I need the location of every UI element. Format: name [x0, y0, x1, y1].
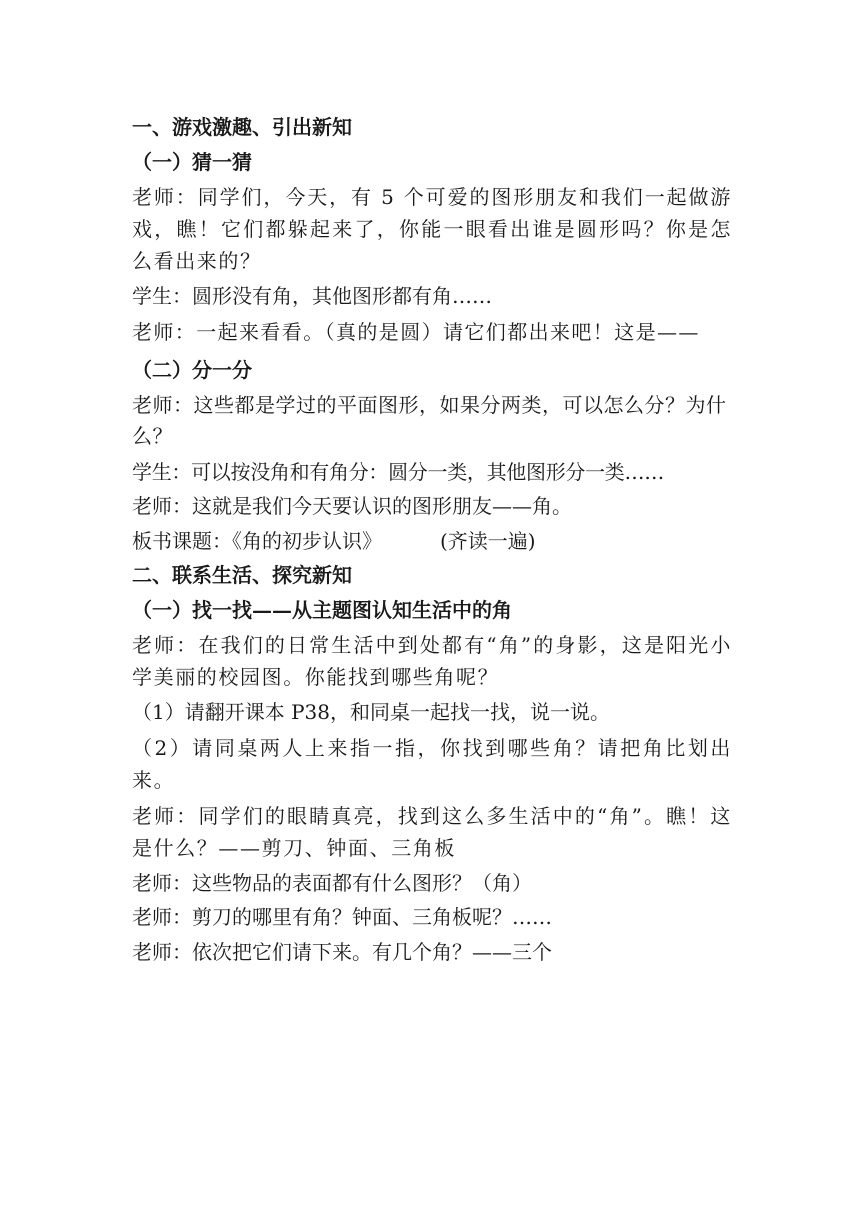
- paragraph-teacher-intro: [132, 181, 732, 277]
- paragraph-text: 老师：剪刀的哪里有角？钟面、三角板呢？……: [132, 905, 552, 929]
- paragraph-text: 老师：依次把它们请下来。有几个角？——三个: [132, 939, 552, 964]
- subheading-find: [132, 595, 732, 627]
- paragraph-step-1: [132, 697, 732, 729]
- paragraph-teacher-count: [132, 937, 732, 969]
- subheading-text: （二）分一分: [132, 358, 252, 382]
- paragraph-teacher-angle: [132, 491, 732, 523]
- paragraph-teacher-eyes: [132, 800, 732, 864]
- subheading-text: （一）找一找——从主题图认知生活中的角: [132, 597, 512, 622]
- paragraph-text: 学生：可以按没角和有角分：圆分一类，其他图形分一类……: [132, 459, 664, 484]
- heading-text: 二、联系生活、探究新知: [132, 563, 352, 587]
- subheading-guess: [132, 147, 732, 179]
- paragraph-text: 老师：这些物品的表面都有什么图形？（角）: [132, 870, 532, 895]
- section-heading-1: [132, 112, 732, 144]
- section-heading-2: [132, 560, 732, 592]
- paragraph-student-classify: [132, 457, 732, 489]
- paragraph-teacher-campus: [132, 629, 732, 693]
- paragraph-teacher-shapes: [132, 868, 732, 900]
- paragraph-step-2: [132, 732, 732, 796]
- paragraph-teacher-look: [132, 317, 732, 349]
- paragraph-text: （2）请同桌两人上来指一指，你找到哪些角？请把角比划出来。: [132, 735, 732, 792]
- paragraph-text: 老师：在我们的日常生活中到处都有“角”的身影，这是阳光小学美丽的校园图。你能找到哪些角呢？: [132, 633, 732, 689]
- subheading-text: （一）猜一猜: [132, 149, 252, 174]
- paragraph-text: 老师：这就是我们今天要认识的图形朋友——角。: [132, 494, 572, 518]
- heading-text: 一、游戏激趣、引出新知: [132, 115, 352, 139]
- paragraph-board-title: [132, 526, 732, 558]
- paragraph-text: 老师：同学们，今天，有 5 个可爱的图形朋友和我们一起做游戏，瞧！它们都躲起来了，你能一眼看出谁是圆形吗？你是怎么看出来的？: [132, 185, 732, 273]
- paragraph-text: 学生：圆形没有角，其他图形都有角……: [132, 284, 492, 308]
- subheading-classify: [132, 355, 732, 387]
- paragraph-text: 老师：同学们的眼睛真亮，找到这么多生活中的“角”。瞧！这是什么？——剪刀、钟面、三角板: [132, 803, 732, 860]
- paragraph-text: 老师：一起来看看。（真的是圆）请它们都出来吧！这是——: [132, 319, 700, 344]
- paragraph-teacher-scissors: [132, 902, 732, 934]
- paragraph-teacher-classify: [132, 390, 732, 453]
- paragraph-text: （1）请翻开课本 P38，和同桌一起找一找，说一说。: [132, 700, 610, 724]
- board-title-text: 板书课题：《角的初步认识》: [132, 528, 382, 553]
- document-page: [132, 112, 732, 968]
- read-together-text: (齐读一遍): [440, 528, 536, 553]
- paragraph-text: 老师：这些都是学过的平面图形，如果分两类，可以怎么分？为什么？: [132, 392, 727, 448]
- paragraph-student-answer: [132, 281, 732, 313]
